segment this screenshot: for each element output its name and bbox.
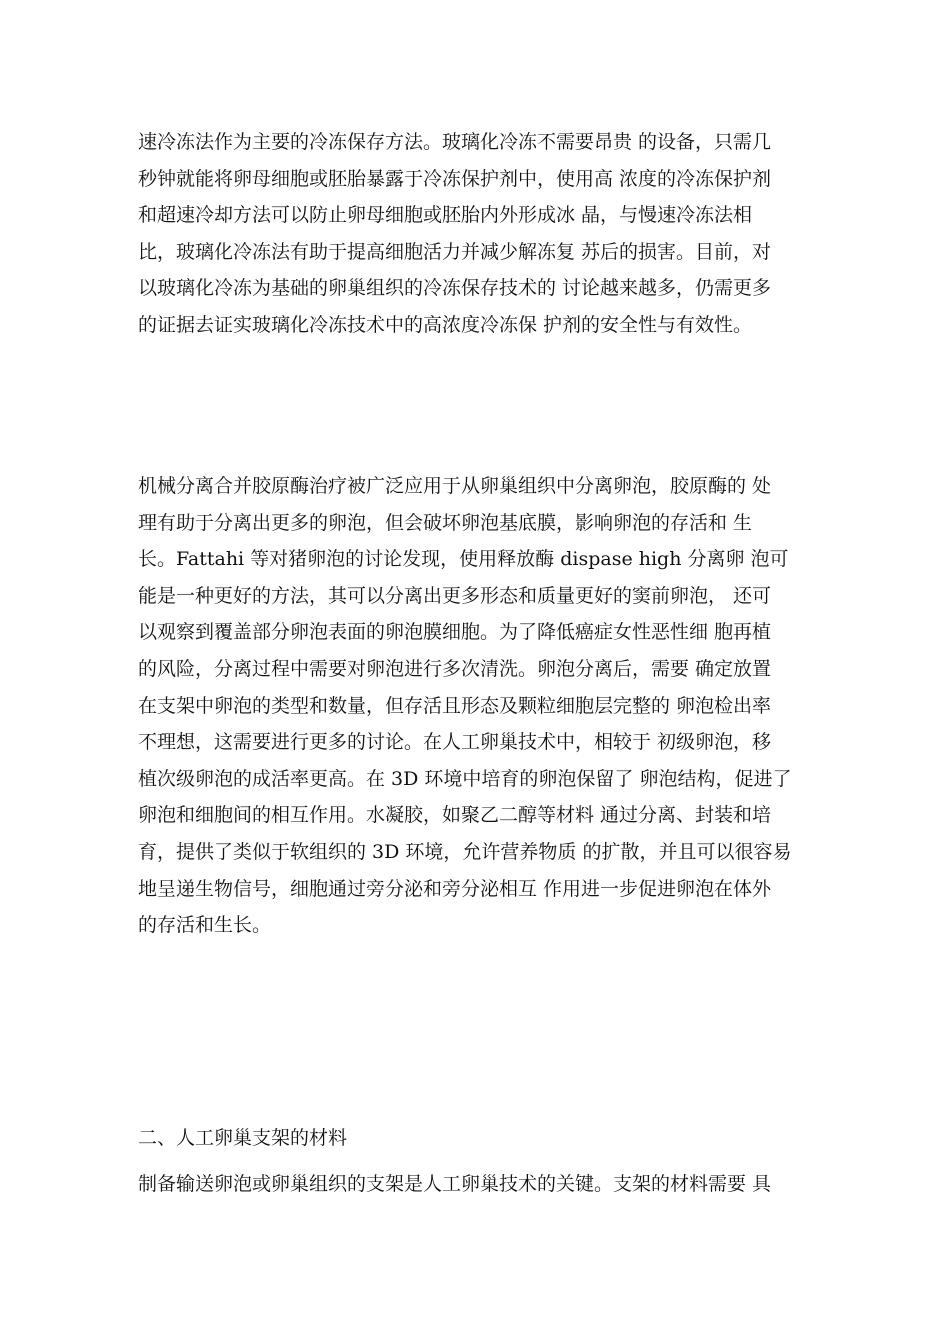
text-line: 能是一种更好的方法，其可以分离出更多形态和质量更好的窦前卵泡， 还可 xyxy=(138,584,772,607)
text-line: 的证据去证实玻璃化冷冻技术中的高浓度冷冻保 护剂的安全性与有效性。 xyxy=(138,313,753,336)
text-line: 秒钟就能将卵母细胞或胚胎暴露于冷冻保护剂中，使用高 浓度的冷冻保护剂 xyxy=(138,167,772,190)
text-line: 育，提供了类似于软组织的 3D 环境，允许营养物质 的扩散，并且可以很容易 xyxy=(138,840,792,863)
text-line: 以观察到覆盖部分卵泡表面的卵泡膜细胞。为了降低癌症女性恶性细 胞再植 xyxy=(138,621,772,644)
text-line: 速冷冻法作为主要的冷冻保存方法。玻璃化冷冻不需要昂贵 的设备，只需几 xyxy=(138,131,772,153)
section-heading: 二、人工卵巢支架的材料 xyxy=(138,1127,348,1149)
text-line: 植次级卵泡的成活率更高。在 3D 环境中培育的卵泡保留了 卵泡结构，促进了 xyxy=(138,767,792,790)
text-line: 机械分离合并胶原酶治疗被广泛应用于从卵巢组织中分离卵泡，胶原酶的 处 xyxy=(138,475,772,497)
text-line: 长。Fattahi 等对猪卵泡的讨论发现，使用释放酶 dispase high 分离卵 泡可 xyxy=(138,548,789,571)
text-line: 比，玻璃化冷冻法有助于提高细胞活力并减少解冻复 苏后的损害。目前，对 xyxy=(138,240,772,263)
paragraph-vitrification xyxy=(138,124,828,344)
text-line: 的风险，分离过程中需要对卵泡进行多次清洗。卵泡分离后，需要 确定放置 xyxy=(138,657,772,680)
text-line: 不理想，这需要进行更多的讨论。在人工卵巢技术中，相较于 初级卵泡，移 xyxy=(138,731,772,754)
paragraph-follicle-isolation xyxy=(138,468,828,944)
text-line: 在支架中卵泡的类型和数量，但存活且形态及颗粒细胞层完整的 卵泡检出率 xyxy=(138,694,772,717)
text-line: 和超速冷却方法可以防止卵母细胞或胚胎内外形成冰 晶，与慢速冷冻法相 xyxy=(138,204,753,227)
paragraph-scaffold-materials xyxy=(138,1166,828,1203)
text-line: 地呈递生物信号，细胞通过旁分泌和旁分泌相互 作用进一步促进卵泡在体外 xyxy=(138,877,772,900)
text-line: 卵泡和细胞间的相互作用。水凝胶，如聚乙二醇等材料 通过分离、封装和培 xyxy=(138,804,772,827)
text-line: 以玻璃化冷冻为基础的卵巢组织的冷冻保存技术的 讨论越来越多，仍需更多 xyxy=(138,277,772,300)
text-line: 的存活和生长。 xyxy=(138,914,272,937)
text-line: 理有助于分离出更多的卵泡，但会破坏卵泡基底膜，影响卵泡的存活和 生 xyxy=(138,511,753,534)
text-line: 制备输送卵泡或卵巢组织的支架是人工卵巢技术的关键。支架的材料需要 具 xyxy=(138,1173,772,1195)
